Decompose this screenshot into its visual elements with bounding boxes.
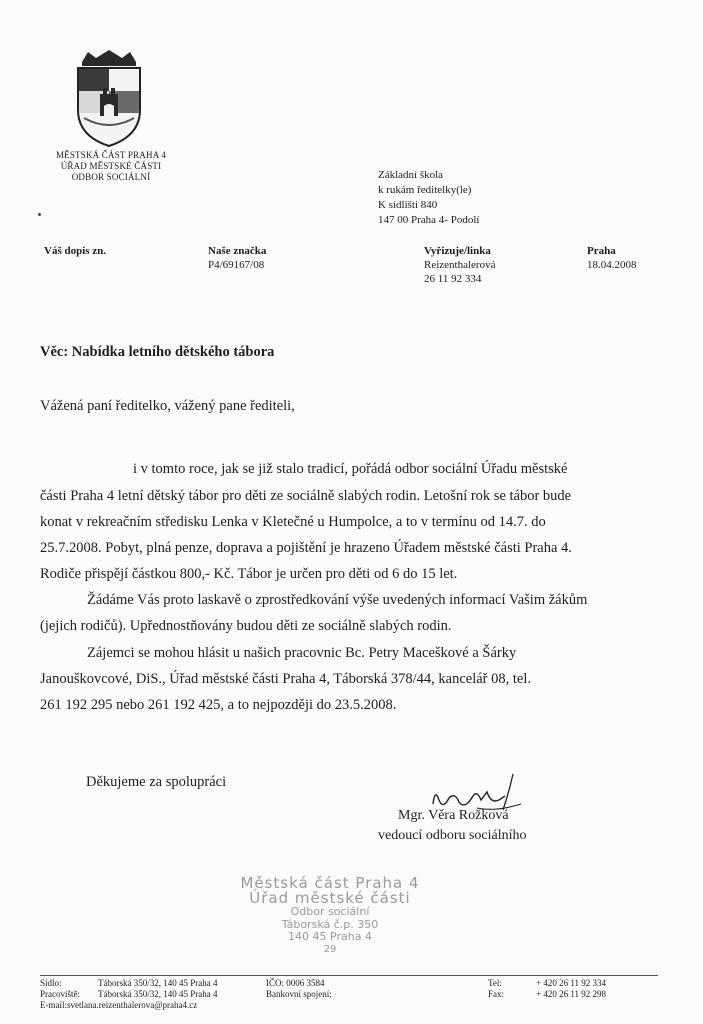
office-stamp (230, 876, 430, 956)
recipient-line: K sídlišti 840 (378, 199, 438, 211)
footer-fax-label: Fax: (488, 989, 505, 999)
footer-tel-value: + 420 26 11 92 334 (536, 978, 606, 988)
stamp-line: Městská část Praha 4 (240, 874, 420, 892)
footer-email: E-mail:svetlana.reizenthalerova@praha4.cz (40, 1000, 198, 1010)
footer-fax-value: + 420 26 11 92 298 (536, 989, 606, 999)
stamp-line: Úřad městské části (249, 889, 411, 907)
body-line: části Praha 4 letní dětský tábor pro děti ze sociálně slabých rodin. Letošní rok se tábor bude (40, 488, 572, 504)
your-letter-label: Váš dopis zn. (44, 245, 107, 257)
authority-line: ÚŘAD MĚSTSKÉ ČÁSTI (60, 161, 162, 171)
body-line: (jejich rodičů). Upřednostňovány budou děti ze sociálně slabých rodin. (40, 618, 452, 634)
recipient-line: Základní škola (378, 169, 444, 181)
footer-divider (40, 975, 658, 976)
scan-speck (38, 213, 41, 216)
our-ref (208, 244, 266, 272)
stamp-line: 140 45 Praha 4 (288, 930, 372, 943)
closing: Děkujeme za spolupráci (86, 774, 227, 790)
footer-seat-label: Sídlo: (40, 978, 62, 988)
letter-subject: Věc: Nabídka letního dětského tábora (40, 344, 275, 360)
signatory-title: vedoucí odboru sociálního (378, 828, 527, 843)
footer-office-value: Táborská 350/32, 140 45 Praha 4 (98, 989, 218, 999)
body-line: i v tomto roce, jak se již stalo tradicí, pořádá odbor sociální Úřadu městské (133, 461, 568, 477)
stamp-line: 29 (323, 943, 337, 955)
our-ref-label: Naše značka (208, 245, 267, 257)
footer-ico: IČO: 0006 3584 (266, 978, 325, 988)
footer-seat-value: Táborská 350/32, 140 45 Praha 4 (98, 978, 218, 988)
body-line: Zájemci se mohou hlásit u našich pracovnic Bc. Petry Maceškové a Šárky (87, 645, 517, 661)
issuing-authority (26, 150, 196, 183)
footer-office-label: Pracoviště: (40, 989, 80, 999)
place-label: Praha (587, 245, 616, 257)
footer-tel-label: Tel: (488, 978, 502, 988)
coat-of-arms-logo (74, 48, 144, 148)
recipient-address (378, 168, 479, 228)
recipient-line: 147 00 Praha 4- Podolí (378, 214, 480, 226)
authority-line: ODBOR SOCIÁLNÍ (71, 172, 151, 182)
handled-by (424, 244, 495, 286)
body-line: 25.7.2008. Pobyt, plná penze, doprava a pojištění je hrazeno Úřadem městské části Praha 4. (40, 540, 572, 556)
footer-bank: Bankovní spojení: (266, 989, 332, 999)
salutation: Vážená paní ředitelko, vážený pane řediteli, (40, 398, 295, 414)
your-letter-ref (44, 244, 106, 258)
our-ref-value: P4/69167/08 (208, 259, 265, 271)
recipient-line: k rukám ředitelky(le) (378, 184, 472, 196)
stamp-line: Táborská č.p. 350 (281, 917, 379, 931)
handled-by-phone: 26 11 92 334 (424, 273, 482, 285)
handled-by-name: Reizenthalerová (424, 259, 496, 271)
body-line: konat v rekreačním středisku Lenka v Kletečné u Humpolce, a to v termínu od 14.7. do (40, 514, 546, 530)
body-line: Janouškovcové, DiS., Úřad městské části Praha 4, Táborská 378/44, kancelář 08, tel. (40, 671, 532, 687)
body-line: Žádáme Vás proto laskavě o zprostředkování výše uvedených informací Vašim žákům (87, 592, 588, 608)
body-line: 261 192 295 nebo 261 192 425, a to nejpozději do 23.5.2008. (40, 697, 397, 713)
signatory-name: Mgr. Věra Rožková (398, 808, 509, 823)
stamp-line: Odbor sociální (290, 905, 370, 918)
authority-line: MĚSTSKÁ ČÁST PRAHA 4 (55, 150, 167, 160)
place-date (587, 244, 637, 272)
letter-date: 18.04.2008 (587, 259, 637, 271)
body-line: Rodiče přispějí částkou 800,- Kč. Tábor je určen pro děti od 6 do 15 let. (40, 566, 458, 582)
handled-by-label: Vyřizuje/linka (424, 245, 491, 257)
